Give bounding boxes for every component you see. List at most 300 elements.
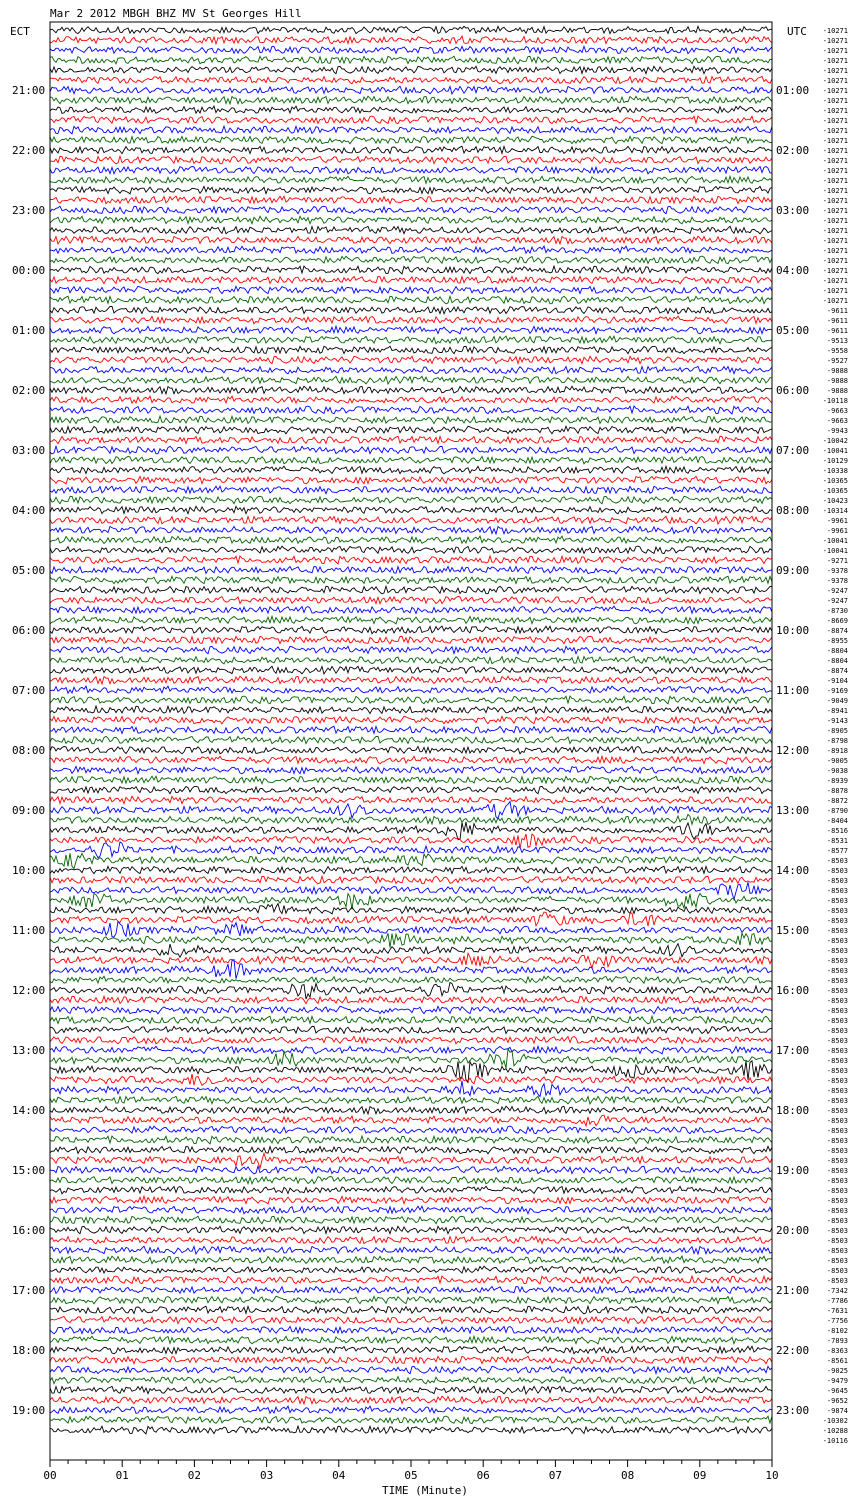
- left-hour-label: 06:00: [12, 624, 46, 637]
- trace-offset-label: -8872: [826, 797, 848, 805]
- seismic-trace: [50, 814, 772, 824]
- seismic-trace: [50, 196, 772, 204]
- seismic-trace: [50, 696, 772, 704]
- right-hour-label: 05:00: [776, 324, 810, 337]
- seismic-trace: [50, 1153, 772, 1168]
- seismic-trace: [50, 976, 772, 983]
- x-tick-label: 01: [115, 1469, 129, 1482]
- seismic-trace: [50, 66, 772, 73]
- seismic-trace: [50, 1061, 772, 1083]
- seismic-trace: [50, 466, 772, 474]
- trace-offset-label: -10271: [822, 167, 848, 175]
- seismic-trace: [50, 716, 772, 724]
- left-hour-label: 03:00: [12, 444, 46, 457]
- trace-offset-label: -8503: [826, 1017, 848, 1025]
- seismic-trace: [50, 1074, 772, 1085]
- trace-offset-label: -9874: [826, 1407, 848, 1415]
- seismic-trace: [50, 666, 772, 674]
- seismic-trace: [50, 1256, 772, 1264]
- seismic-trace: [50, 1406, 772, 1413]
- left-hour-label: 23:00: [12, 204, 46, 217]
- trace-offset-label: -10271: [822, 87, 848, 95]
- x-tick-label: 10: [765, 1469, 779, 1482]
- right-hour-label: 16:00: [776, 984, 810, 997]
- x-tick-label: 08: [620, 1469, 635, 1482]
- trace-offset-label: -10271: [822, 27, 848, 35]
- right-hour-label: 04:00: [776, 264, 810, 277]
- x-tick-label: 06: [476, 1469, 490, 1482]
- trace-offset-label: -8941: [826, 707, 848, 715]
- seismic-trace: [50, 996, 772, 1003]
- trace-offset-label: -10041: [822, 547, 848, 555]
- trace-offset-label: -8790: [826, 807, 848, 815]
- trace-offset-label: -8503: [826, 917, 848, 925]
- trace-offset-label: -8804: [826, 657, 848, 665]
- seismic-trace: [50, 336, 772, 344]
- seismic-trace: [50, 146, 772, 153]
- seismic-trace: [50, 26, 772, 33]
- trace-offset-label: -8503: [826, 1187, 848, 1195]
- trace-offset-label: -9038: [826, 767, 848, 775]
- trace-offset-label: -10271: [822, 217, 848, 225]
- trace-offset-label: -10365: [822, 487, 848, 495]
- seismic-trace: [50, 706, 772, 714]
- seismic-trace: [50, 882, 772, 899]
- trace-offset-label: -9663: [826, 407, 848, 415]
- trace-offset-label: -9104: [826, 677, 848, 685]
- seismic-trace: [50, 933, 772, 948]
- left-hour-label: 13:00: [12, 1044, 46, 1057]
- x-axis: [43, 1460, 778, 1482]
- left-hour-label: 12:00: [12, 984, 46, 997]
- seismic-trace: [50, 1206, 772, 1214]
- trace-offset-label: -8905: [826, 727, 848, 735]
- seismic-trace: [50, 176, 772, 184]
- trace-offset-label: -9169: [826, 687, 848, 695]
- seismic-trace: [50, 893, 772, 909]
- left-hour-label: 07:00: [12, 684, 46, 697]
- trace-offset-label: -10338: [822, 467, 848, 475]
- seismic-trace: [50, 456, 772, 463]
- seismic-trace: [50, 476, 772, 484]
- trace-offset-label: -8503: [826, 1147, 848, 1155]
- seismic-trace: [50, 426, 772, 434]
- trace-offset-label: -7756: [826, 1317, 848, 1325]
- seismic-trace: [50, 1046, 772, 1054]
- seismic-trace: [50, 756, 772, 764]
- seismic-trace: [50, 606, 772, 614]
- trace-offset-label: -8516: [826, 827, 848, 835]
- seismic-trace: [50, 136, 772, 144]
- seismic-trace: [50, 416, 772, 424]
- trace-offset-label: -7342: [826, 1287, 848, 1295]
- trace-offset-label: -10271: [822, 267, 848, 275]
- trace-offset-label: -8503: [826, 977, 848, 985]
- right-hour-label: 19:00: [776, 1164, 810, 1177]
- trace-offset-label: -10271: [822, 227, 848, 235]
- right-hour-label: 08:00: [776, 504, 810, 517]
- trace-offset-label: -8404: [826, 817, 848, 825]
- trace-offset-label: -7893: [826, 1337, 848, 1345]
- trace-offset-label: -8503: [826, 1067, 848, 1075]
- trace-offset-label: -10271: [822, 297, 848, 305]
- seismic-trace: [50, 1266, 772, 1273]
- seismic-trace: [50, 676, 772, 684]
- trace-offset-label: -10116: [822, 1437, 848, 1445]
- trace-offset-label: -8503: [826, 907, 848, 915]
- seismic-trace: [50, 646, 772, 653]
- trace-offset-label: -7631: [826, 1307, 848, 1315]
- left-timezone-label: ECT: [10, 25, 30, 38]
- seismic-trace: [50, 46, 772, 53]
- seismic-trace: [50, 1336, 772, 1344]
- right-hour-labels: [776, 84, 809, 1417]
- trace-offset-label: -8503: [826, 857, 848, 865]
- trace-offset-label: -10271: [822, 107, 848, 115]
- right-hour-label: 02:00: [776, 144, 810, 157]
- trace-offset-label: -10271: [822, 187, 848, 195]
- trace-offset-label: -8503: [826, 957, 848, 965]
- trace-offset-label: -8503: [826, 1177, 848, 1185]
- seismic-trace: [50, 1176, 772, 1183]
- trace-offset-label: -8503: [826, 867, 848, 875]
- trace-offset-label: -8503: [826, 1137, 848, 1145]
- trace-offset-label: -8874: [826, 667, 848, 675]
- left-hour-label: 01:00: [12, 324, 46, 337]
- seismic-trace: [50, 546, 772, 554]
- trace-offset-label: -8503: [826, 1057, 848, 1065]
- seismic-trace: [50, 1166, 772, 1174]
- trace-offset-label: -8561: [826, 1357, 848, 1365]
- seismic-trace: [50, 1006, 772, 1014]
- trace-offset-label: -10302: [822, 1417, 848, 1425]
- seismic-trace: [50, 556, 772, 564]
- trace-offset-label: -9611: [826, 327, 848, 335]
- seismic-trace: [50, 802, 772, 819]
- trace-offset-label: -8102: [826, 1327, 848, 1335]
- seismic-trace: [50, 256, 772, 264]
- trace-offset-label: -9479: [826, 1377, 848, 1385]
- trace-offset-label: -9611: [826, 307, 848, 315]
- seismic-trace: [50, 1386, 772, 1394]
- trace-offset-label: -9888: [826, 377, 848, 385]
- seismic-trace: [50, 1115, 772, 1126]
- left-hour-label: 02:00: [12, 384, 46, 397]
- trace-offset-label: -8503: [826, 1257, 848, 1265]
- seismic-trace: [50, 1036, 772, 1043]
- seismic-trace: [50, 944, 772, 958]
- seismic-trace: [50, 736, 772, 744]
- x-tick-label: 05: [404, 1469, 418, 1482]
- right-hour-label: 06:00: [776, 384, 810, 397]
- trace-offset-label: -8503: [826, 947, 848, 955]
- right-hour-label: 13:00: [776, 804, 810, 817]
- seismic-trace: [50, 960, 772, 979]
- right-hour-label: 12:00: [776, 744, 810, 757]
- trace-offset-label: -10271: [822, 77, 848, 85]
- seismic-trace: [50, 953, 772, 968]
- seismic-trace: [50, 1226, 772, 1233]
- seismic-trace: [50, 1126, 772, 1134]
- trace-offset-label: -8955: [826, 637, 848, 645]
- seismic-trace: [50, 206, 772, 214]
- seismic-trace: [50, 912, 772, 926]
- trace-offset-label: -10271: [822, 247, 848, 255]
- trace-offset-label: -10314: [822, 507, 848, 515]
- trace-offset-label: -8503: [826, 1277, 848, 1285]
- trace-offset-label: -10129: [822, 457, 848, 465]
- trace-offset-label: -10288: [822, 1427, 848, 1435]
- trace-offset-label: -8503: [826, 897, 848, 905]
- trace-offset-label: -9247: [826, 597, 848, 605]
- trace-offset-label: -9943: [826, 427, 848, 435]
- trace-offset-label: -8503: [826, 1267, 848, 1275]
- trace-offset-label: -8503: [826, 997, 848, 1005]
- seismic-trace: [50, 396, 772, 403]
- trace-offset-label: -8503: [826, 927, 848, 935]
- seismic-trace: [50, 1296, 772, 1304]
- trace-offset-label: -9527: [826, 357, 848, 365]
- seismic-trace: [50, 1416, 772, 1424]
- seismic-trace: [50, 636, 772, 644]
- seismic-trace: [50, 446, 772, 454]
- trace-offset-label: -8577: [826, 847, 848, 855]
- trace-offset-label: -8918: [826, 747, 848, 755]
- trace-offset-label: -9378: [826, 567, 848, 575]
- x-tick-label: 09: [693, 1469, 707, 1482]
- seismic-trace: [50, 126, 772, 134]
- seismic-trace: [50, 346, 772, 354]
- seismic-trace: [50, 76, 772, 84]
- trace-offset-label: -9888: [826, 387, 848, 395]
- trace-offset-label: -10271: [822, 257, 848, 265]
- seismic-trace: [50, 1426, 772, 1434]
- right-hour-label: 22:00: [776, 1344, 810, 1357]
- right-hour-label: 14:00: [776, 864, 810, 877]
- seismic-trace: [50, 1196, 772, 1204]
- trace-offset-label: -9513: [826, 337, 848, 345]
- trace-offset-label: -8503: [826, 1117, 848, 1125]
- seismic-trace: [50, 106, 772, 113]
- seismic-trace: [50, 1356, 772, 1364]
- seismic-trace: [50, 156, 772, 164]
- left-hour-label: 21:00: [12, 84, 46, 97]
- trace-offset-label: -10041: [822, 447, 848, 455]
- trace-offset-label: -8503: [826, 1047, 848, 1055]
- seismic-trace: [50, 1287, 772, 1294]
- left-hour-label: 22:00: [12, 144, 46, 157]
- trace-offset-label: -10271: [822, 177, 848, 185]
- x-tick-label: 03: [259, 1469, 274, 1482]
- left-hour-label: 09:00: [12, 804, 46, 817]
- seismic-trace: [50, 306, 772, 313]
- trace-group: [50, 26, 772, 1434]
- trace-offset-label: -8503: [826, 1217, 848, 1225]
- left-hour-label: 00:00: [12, 264, 46, 277]
- trace-offset-label: -8503: [826, 1037, 848, 1045]
- plot-title: Mar 2 2012 MBGH BHZ MV St Georges Hill: [50, 7, 302, 20]
- left-hour-label: 15:00: [12, 1164, 46, 1177]
- seismic-trace: [50, 496, 772, 503]
- seismic-trace: [50, 656, 772, 664]
- trace-offset-label: -9143: [826, 717, 848, 725]
- trace-offset-label: -10271: [822, 137, 848, 145]
- seismic-trace: [50, 686, 772, 693]
- trace-offset-labels: [823, 27, 848, 1445]
- trace-offset-label: -10271: [822, 197, 848, 205]
- seismic-trace: [50, 277, 772, 284]
- trace-offset-label: -8503: [826, 987, 848, 995]
- left-hour-label: 19:00: [12, 1404, 46, 1417]
- seismic-trace: [50, 1276, 772, 1284]
- trace-offset-label: -8503: [826, 1237, 848, 1245]
- seismic-trace: [50, 904, 772, 914]
- right-hour-label: 21:00: [776, 1284, 810, 1297]
- left-hour-label: 08:00: [12, 744, 46, 757]
- seismic-trace: [50, 866, 772, 873]
- right-hour-label: 18:00: [776, 1104, 810, 1117]
- seismic-trace: [50, 922, 772, 937]
- trace-offset-label: -10271: [822, 287, 848, 295]
- seismic-trace: [50, 36, 772, 44]
- seismic-trace: [50, 616, 772, 624]
- seismic-trace: [50, 236, 772, 244]
- seismic-trace: [50, 1396, 772, 1404]
- trace-offset-label: -7786: [826, 1297, 848, 1305]
- seismic-trace: [50, 86, 772, 94]
- seismic-trace: [50, 1366, 772, 1373]
- trace-offset-label: -8503: [826, 1077, 848, 1085]
- seismic-trace: [50, 1236, 772, 1244]
- seismic-trace: [50, 586, 772, 594]
- seismic-trace: [50, 626, 772, 634]
- seismic-trace: [50, 876, 772, 884]
- trace-offset-label: -8503: [826, 1127, 848, 1135]
- seismic-trace: [50, 1096, 772, 1104]
- trace-offset-label: -8939: [826, 777, 848, 785]
- trace-offset-label: -8874: [826, 627, 848, 635]
- seismic-trace: [50, 96, 772, 104]
- seismic-trace: [50, 406, 772, 414]
- trace-offset-label: -10041: [822, 537, 848, 545]
- right-hour-label: 23:00: [776, 1404, 810, 1417]
- seismic-trace: [50, 186, 772, 194]
- seismic-trace: [50, 786, 772, 793]
- trace-offset-label: -10423: [822, 497, 848, 505]
- right-hour-label: 10:00: [776, 624, 810, 637]
- trace-offset-label: -8669: [826, 617, 848, 625]
- trace-offset-label: -10271: [822, 237, 848, 245]
- seismic-trace: [50, 166, 772, 173]
- seismic-trace: [50, 376, 772, 384]
- trace-offset-label: -9645: [826, 1387, 848, 1395]
- trace-offset-label: -9005: [826, 757, 848, 765]
- trace-offset-label: -8503: [826, 967, 848, 975]
- seismic-trace: [50, 796, 772, 804]
- left-hour-label: 17:00: [12, 1284, 46, 1297]
- trace-offset-label: -10365: [822, 477, 848, 485]
- trace-offset-label: -8503: [826, 1087, 848, 1095]
- trace-offset-label: -9025: [826, 1367, 848, 1375]
- trace-offset-label: -8503: [826, 1167, 848, 1175]
- seismic-trace: [50, 1186, 772, 1194]
- seismic-trace: [50, 1136, 772, 1144]
- seismic-trace: [50, 834, 772, 848]
- right-hour-label: 15:00: [776, 924, 810, 937]
- seismic-trace: [50, 746, 772, 753]
- seismic-trace: [50, 506, 772, 514]
- seismic-trace: [50, 766, 772, 774]
- x-axis-label: TIME (Minute): [381, 1484, 469, 1497]
- seismic-trace: [50, 386, 772, 394]
- trace-offset-label: -9611: [826, 317, 848, 325]
- seismic-trace: [50, 56, 772, 64]
- seismic-trace: [50, 326, 772, 334]
- x-tick-label: 07: [548, 1469, 563, 1482]
- trace-offset-label: -8804: [826, 647, 848, 655]
- seismic-trace: [50, 1216, 772, 1224]
- right-hour-label: 17:00: [776, 1044, 810, 1057]
- x-tick-label: 00: [43, 1469, 57, 1482]
- trace-offset-label: -9247: [826, 587, 848, 595]
- trace-offset-label: -8503: [826, 1227, 848, 1235]
- left-hour-label: 18:00: [12, 1344, 46, 1357]
- trace-offset-label: -10271: [822, 157, 848, 165]
- right-timezone-label: UTC: [787, 25, 807, 38]
- left-hour-label: 11:00: [12, 924, 46, 937]
- trace-offset-label: -10271: [822, 207, 848, 215]
- trace-offset-label: -10042: [822, 437, 848, 445]
- seismic-trace: [50, 266, 772, 274]
- seismic-trace: [50, 296, 772, 304]
- right-hour-label: 03:00: [776, 204, 810, 217]
- trace-offset-label: -9961: [826, 517, 848, 525]
- x-tick-label: 02: [187, 1469, 202, 1482]
- trace-offset-label: -10118: [822, 397, 848, 405]
- seismic-trace: [50, 116, 772, 124]
- x-tick-label: 04: [332, 1469, 346, 1482]
- trace-offset-label: -8503: [826, 887, 848, 895]
- seismic-trace: [50, 526, 772, 534]
- left-hour-label: 04:00: [12, 504, 46, 517]
- seismic-trace: [50, 1146, 772, 1154]
- left-hour-label: 16:00: [12, 1224, 46, 1237]
- seismic-trace: [50, 366, 772, 374]
- trace-offset-label: -8531: [826, 837, 848, 845]
- seismic-trace: [50, 486, 772, 494]
- trace-offset-label: -8503: [826, 1157, 848, 1165]
- seismic-trace: [50, 226, 772, 234]
- right-hour-label: 20:00: [776, 1224, 810, 1237]
- seismic-trace: [50, 356, 772, 363]
- trace-offset-label: -8503: [826, 1207, 848, 1215]
- right-hour-label: 07:00: [776, 444, 810, 457]
- trace-offset-label: -10271: [822, 67, 848, 75]
- trace-offset-label: -10271: [822, 47, 848, 55]
- seismic-trace: [50, 1306, 772, 1314]
- seismic-trace: [50, 216, 772, 224]
- seismic-trace: [50, 1377, 772, 1384]
- seismic-trace: [50, 286, 772, 293]
- trace-offset-label: -9652: [826, 1397, 848, 1405]
- trace-offset-label: -8503: [826, 1007, 848, 1015]
- trace-offset-label: -10271: [822, 117, 848, 125]
- trace-offset-label: -9888: [826, 367, 848, 375]
- trace-offset-label: -8503: [826, 1197, 848, 1205]
- left-hour-label: 14:00: [12, 1104, 46, 1117]
- trace-offset-label: -8363: [826, 1347, 848, 1355]
- seismic-trace: [50, 1326, 772, 1333]
